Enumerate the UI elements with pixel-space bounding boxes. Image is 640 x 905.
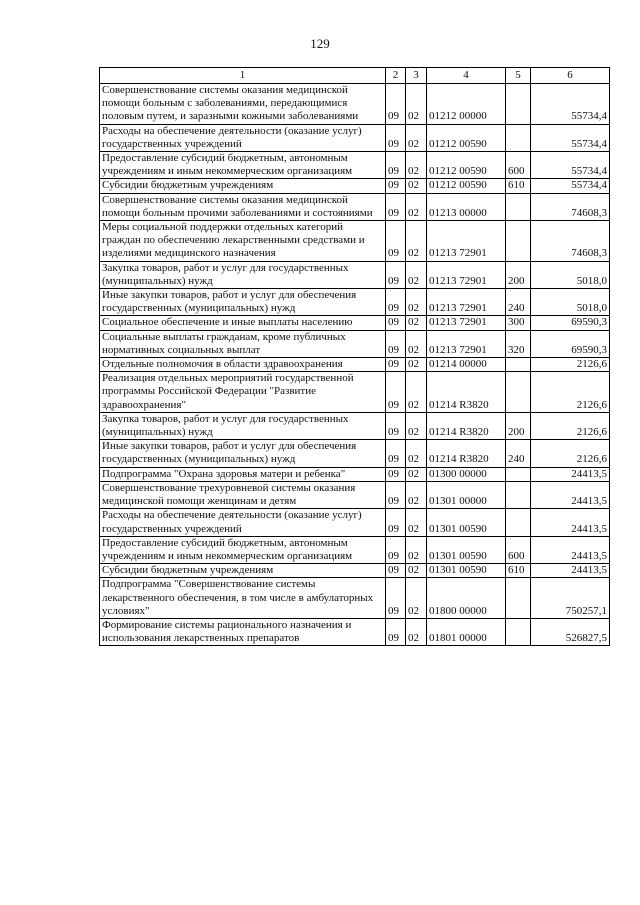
row-section: 09 bbox=[386, 316, 406, 330]
table-row bbox=[100, 261, 610, 288]
row-type: 200 bbox=[506, 261, 531, 288]
row-section: 09 bbox=[386, 289, 406, 316]
row-subsection: 02 bbox=[406, 193, 427, 220]
row-subsection: 02 bbox=[406, 221, 427, 262]
row-section: 09 bbox=[386, 564, 406, 578]
row-subsection: 02 bbox=[406, 509, 427, 536]
row-name: Предоставление субсидий бюджетным, автономным учреждениям и иным некоммерческим организациям bbox=[100, 536, 386, 563]
row-type: 240 bbox=[506, 440, 531, 467]
row-target: 01301 00000 bbox=[427, 481, 506, 508]
row-amount: 5018,0 bbox=[531, 289, 610, 316]
row-subsection: 02 bbox=[406, 289, 427, 316]
row-section: 09 bbox=[386, 440, 406, 467]
row-section: 09 bbox=[386, 193, 406, 220]
row-section: 09 bbox=[386, 372, 406, 413]
row-amount: 55734,4 bbox=[531, 124, 610, 151]
row-name: Отдельные полномочия в области здравоохранения bbox=[100, 358, 386, 372]
row-section: 09 bbox=[386, 481, 406, 508]
table-row bbox=[100, 564, 610, 578]
row-section: 09 bbox=[386, 358, 406, 372]
row-section: 09 bbox=[386, 412, 406, 439]
row-section: 09 bbox=[386, 578, 406, 619]
row-amount: 55734,4 bbox=[531, 179, 610, 193]
row-subsection: 02 bbox=[406, 124, 427, 151]
row-type: 200 bbox=[506, 412, 531, 439]
row-type bbox=[506, 193, 531, 220]
row-section: 09 bbox=[386, 467, 406, 481]
row-type bbox=[506, 358, 531, 372]
row-type bbox=[506, 372, 531, 413]
row-type: 320 bbox=[506, 330, 531, 357]
row-subsection: 02 bbox=[406, 316, 427, 330]
row-name: Меры социальной поддержки отдельных категорий граждан по обеспечению лекарственными средствами и изделиями медицинского назначения bbox=[100, 221, 386, 262]
row-amount: 24413,5 bbox=[531, 467, 610, 481]
table-row bbox=[100, 372, 610, 413]
header-cell-target: 4 bbox=[427, 68, 506, 84]
header-row bbox=[100, 68, 610, 84]
row-name: Социальные выплаты гражданам, кроме публичных нормативных социальных выплат bbox=[100, 330, 386, 357]
row-section: 09 bbox=[386, 261, 406, 288]
row-target: 01214 R3820 bbox=[427, 440, 506, 467]
row-name: Расходы на обеспечение деятельности (оказание услуг) государственных учреждений bbox=[100, 124, 386, 151]
row-amount: 69590,3 bbox=[531, 316, 610, 330]
table-row bbox=[100, 193, 610, 220]
row-amount: 2126,6 bbox=[531, 412, 610, 439]
row-amount: 69590,3 bbox=[531, 330, 610, 357]
row-amount: 55734,4 bbox=[531, 152, 610, 179]
row-subsection: 02 bbox=[406, 440, 427, 467]
row-target: 01214 00000 bbox=[427, 358, 506, 372]
row-section: 09 bbox=[386, 509, 406, 536]
row-amount: 74608,3 bbox=[531, 193, 610, 220]
row-type bbox=[506, 221, 531, 262]
table-row bbox=[100, 316, 610, 330]
row-name: Формирование системы рационального назначения и использования лекарственных препаратов bbox=[100, 618, 386, 645]
table-row bbox=[100, 481, 610, 508]
row-target: 01212 00590 bbox=[427, 152, 506, 179]
table-row bbox=[100, 358, 610, 372]
table-row bbox=[100, 221, 610, 262]
row-subsection: 02 bbox=[406, 578, 427, 619]
row-section: 09 bbox=[386, 536, 406, 563]
table-row bbox=[100, 412, 610, 439]
table-row bbox=[100, 440, 610, 467]
row-name: Реализация отдельных мероприятий государственной программы Российской Федерации "Развитие здравоохранения" bbox=[100, 372, 386, 413]
header-cell-name: 1 bbox=[100, 68, 386, 84]
table-row bbox=[100, 124, 610, 151]
row-type bbox=[506, 578, 531, 619]
row-subsection: 02 bbox=[406, 412, 427, 439]
row-type bbox=[506, 618, 531, 645]
header-cell-subsection: 3 bbox=[406, 68, 427, 84]
row-type bbox=[506, 84, 531, 125]
header-cell-type: 5 bbox=[506, 68, 531, 84]
row-name: Иные закупки товаров, работ и услуг для обеспечения государственных (муниципальных) нужд bbox=[100, 289, 386, 316]
row-amount: 2126,6 bbox=[531, 358, 610, 372]
row-section: 09 bbox=[386, 152, 406, 179]
row-target: 01213 72901 bbox=[427, 330, 506, 357]
table-row bbox=[100, 578, 610, 619]
row-subsection: 02 bbox=[406, 358, 427, 372]
row-amount: 5018,0 bbox=[531, 261, 610, 288]
row-subsection: 02 bbox=[406, 536, 427, 563]
row-type: 240 bbox=[506, 289, 531, 316]
row-target: 01801 00000 bbox=[427, 618, 506, 645]
row-target: 01301 00590 bbox=[427, 564, 506, 578]
row-name: Субсидии бюджетным учреждениям bbox=[100, 564, 386, 578]
row-target: 01213 00000 bbox=[427, 193, 506, 220]
row-subsection: 02 bbox=[406, 179, 427, 193]
row-target: 01301 00590 bbox=[427, 536, 506, 563]
row-subsection: 02 bbox=[406, 261, 427, 288]
table-body bbox=[100, 84, 610, 646]
table-row bbox=[100, 84, 610, 125]
row-subsection: 02 bbox=[406, 84, 427, 125]
row-name: Предоставление субсидий бюджетным, автономным учреждениям и иным некоммерческим организациям bbox=[100, 152, 386, 179]
row-target: 01213 72901 bbox=[427, 316, 506, 330]
row-amount: 24413,5 bbox=[531, 481, 610, 508]
row-target: 01300 00000 bbox=[427, 467, 506, 481]
row-subsection: 02 bbox=[406, 152, 427, 179]
row-section: 09 bbox=[386, 618, 406, 645]
row-target: 01214 R3820 bbox=[427, 412, 506, 439]
row-target: 01213 72901 bbox=[427, 221, 506, 262]
row-section: 09 bbox=[386, 221, 406, 262]
row-target: 01214 R3820 bbox=[427, 372, 506, 413]
row-target: 01212 00590 bbox=[427, 179, 506, 193]
row-target: 01213 72901 bbox=[427, 261, 506, 288]
row-type: 600 bbox=[506, 536, 531, 563]
row-type: 600 bbox=[506, 152, 531, 179]
row-subsection: 02 bbox=[406, 330, 427, 357]
row-amount: 526827,5 bbox=[531, 618, 610, 645]
table-row bbox=[100, 509, 610, 536]
row-type: 300 bbox=[506, 316, 531, 330]
row-section: 09 bbox=[386, 179, 406, 193]
row-amount: 2126,6 bbox=[531, 372, 610, 413]
row-type bbox=[506, 509, 531, 536]
row-name: Расходы на обеспечение деятельности (оказание услуг) государственных учреждений bbox=[100, 509, 386, 536]
row-name: Подпрограмма "Охрана здоровья матери и ребенка" bbox=[100, 467, 386, 481]
row-name: Совершенствование системы оказания медицинской помощи больным с заболеваниями, передающимися половым путем, и заразными кожными заболеваниями bbox=[100, 84, 386, 125]
table-row bbox=[100, 618, 610, 645]
header-cell-section: 2 bbox=[386, 68, 406, 84]
row-type: 610 bbox=[506, 564, 531, 578]
row-amount: 750257,1 bbox=[531, 578, 610, 619]
row-type: 610 bbox=[506, 179, 531, 193]
row-name: Закупка товаров, работ и услуг для государственных (муниципальных) нужд bbox=[100, 261, 386, 288]
row-amount: 24413,5 bbox=[531, 536, 610, 563]
row-name: Субсидии бюджетным учреждениям bbox=[100, 179, 386, 193]
row-amount: 24413,5 bbox=[531, 509, 610, 536]
table-row bbox=[100, 536, 610, 563]
header-cell-amount: 6 bbox=[531, 68, 610, 84]
row-type bbox=[506, 124, 531, 151]
row-subsection: 02 bbox=[406, 618, 427, 645]
table-row bbox=[100, 179, 610, 193]
row-name: Подпрограмма "Совершенствование системы лекарственного обеспечения, в том числе в амбулаторных условиях" bbox=[100, 578, 386, 619]
row-type bbox=[506, 481, 531, 508]
row-target: 01212 00000 bbox=[427, 84, 506, 125]
row-type bbox=[506, 467, 531, 481]
row-section: 09 bbox=[386, 330, 406, 357]
row-name: Социальное обеспечение и иные выплаты населению bbox=[100, 316, 386, 330]
row-name: Совершенствование системы оказания медицинской помощи больным прочими заболеваниями и состояниями bbox=[100, 193, 386, 220]
table-row bbox=[100, 467, 610, 481]
row-amount: 2126,6 bbox=[531, 440, 610, 467]
row-amount: 24413,5 bbox=[531, 564, 610, 578]
row-subsection: 02 bbox=[406, 481, 427, 508]
row-target: 01213 72901 bbox=[427, 289, 506, 316]
row-target: 01800 00000 bbox=[427, 578, 506, 619]
row-amount: 74608,3 bbox=[531, 221, 610, 262]
budget-table bbox=[99, 67, 610, 646]
row-name: Совершенствование трехуровневой системы оказания медицинской помощи женщинам и детям bbox=[100, 481, 386, 508]
row-amount: 55734,4 bbox=[531, 84, 610, 125]
row-subsection: 02 bbox=[406, 372, 427, 413]
table-row bbox=[100, 330, 610, 357]
row-name: Закупка товаров, работ и услуг для государственных (муниципальных) нужд bbox=[100, 412, 386, 439]
table-row bbox=[100, 152, 610, 179]
row-target: 01212 00590 bbox=[427, 124, 506, 151]
row-subsection: 02 bbox=[406, 467, 427, 481]
page-number: 129 bbox=[310, 36, 330, 51]
row-name: Иные закупки товаров, работ и услуг для обеспечения государственных (муниципальных) нужд bbox=[100, 440, 386, 467]
row-section: 09 bbox=[386, 84, 406, 125]
row-target: 01301 00590 bbox=[427, 509, 506, 536]
row-section: 09 bbox=[386, 124, 406, 151]
table-row bbox=[100, 289, 610, 316]
row-subsection: 02 bbox=[406, 564, 427, 578]
